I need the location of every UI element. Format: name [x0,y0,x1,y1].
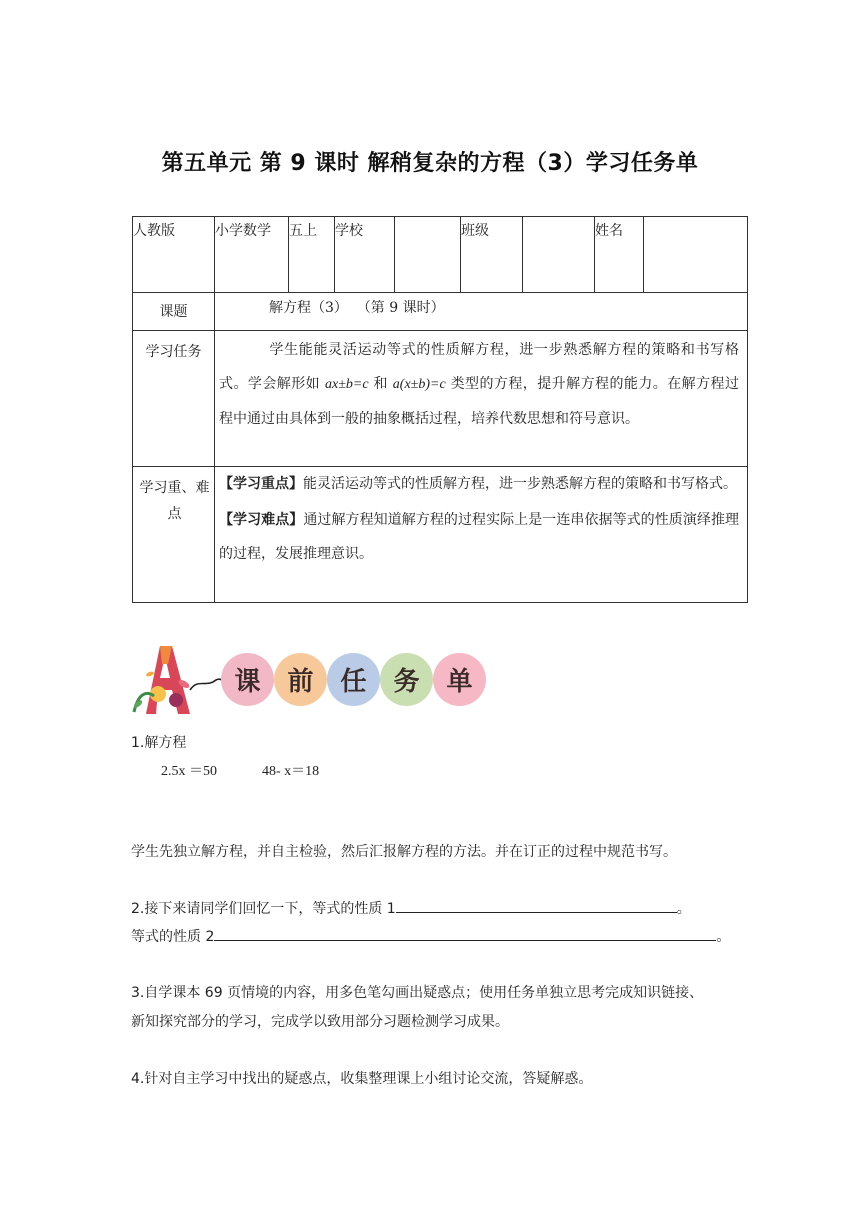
equation-1: 2.5x ＝50 [161,764,217,779]
page-title: 第五单元 第 9 课时 解稍复杂的方程（3）学习任务单 [161,151,699,176]
table-row [133,293,748,331]
school-label-cell [335,217,395,293]
focus-content-cell [215,467,748,603]
difficult-point-tag: 【学习难点】 [219,512,304,528]
subject-cell [215,217,289,293]
name-label: 姓名 [595,223,623,239]
task-text: 类型的方程，提升解方程的能力。在解方程过程中通过由具体到一般的抽象概括过程，培养代数思想和符号意识。 [219,376,739,427]
task-label-cell [133,331,215,467]
topic-label-cell [133,293,215,331]
q3-line-1: 3.自学课本 69 页情境的内容，用多色笔勾画出疑惑点；使用任务单独立思考完成知识链接、 [131,985,704,1001]
period: 。 [676,901,691,917]
edition-label: 人教版 [133,223,175,239]
q2-prompt-2: 等式的性质 2 [131,929,215,945]
topic-value: 解方程（3） （第 9 课时） [269,300,445,316]
answer-blank-1[interactable] [396,898,677,913]
banner-char-4: 务 [380,653,433,706]
key-point-tag: 【学习重点】 [219,476,303,492]
topic-label: 课题 [159,304,188,320]
task-paragraph [215,331,747,438]
equation-2: 48- x＝18 [262,764,320,779]
formula: ax±b=c [325,377,369,392]
school-field[interactable] [395,217,461,293]
info-table [132,216,748,603]
class-label-cell [461,217,523,293]
topic-value-cell [215,293,748,331]
banner-char-3: 任 [327,653,380,706]
q2-line-2 [131,926,730,947]
table-row [133,467,748,603]
banner-char-2: 前 [274,653,327,706]
key-point [215,467,747,503]
name-field[interactable] [644,217,748,293]
class-label: 班级 [461,223,489,239]
q4-line: 4.针对自主学习中找出的疑惑点，收集整理课上小组讨论交流，答疑解惑。 [131,1071,593,1087]
task-text: 和 [368,376,393,392]
key-point-text: 能灵活运动等式的性质解方程，进一步熟悉解方程的策略和书写格式。 [303,476,737,492]
q3-line-2: 新知探究部分的学习，完成学以致用部分习题检测学习成果。 [131,1014,509,1030]
edition-cell [133,217,215,293]
period: 。 [716,929,731,945]
banner-char-1: 课 [221,653,274,706]
name-label-cell [595,217,644,293]
class-field[interactable] [523,217,595,293]
grade-cell [289,217,335,293]
focus-label: 学习重、难点 [139,480,210,522]
task-text: 学生能能灵活运动等式的性质解方程，进一步熟悉解方程的策略和书写格式。学会解形如 [219,342,739,392]
q2-line-1 [131,898,691,919]
formula: a(x±b)=c [392,377,446,392]
banner-char-5: 单 [433,653,486,706]
task-content-cell [215,331,748,467]
q1-title: 1.解方程 [131,735,187,751]
method-note: 学生先独立解方程，并自主检验，然后汇报解方程的方法。并在订正的过程中规范书写。 [131,844,677,860]
difficult-point [215,503,747,573]
task-label: 学习任务 [145,344,202,360]
school-label: 学校 [335,223,363,239]
focus-label-cell [133,467,215,603]
q1-equations [161,762,319,782]
answer-blank-2[interactable] [214,926,716,941]
table-row [133,217,748,293]
subject-label: 小学数学 [215,223,271,239]
grade-label: 五上 [289,223,317,239]
difficult-point-text: 通过解方程知道解方程的过程实际上是一连串依据等式的性质演绎推理的过程，发展推理意识。 [219,512,740,562]
q2-prompt-1: 2.接下来请同学们回忆一下，等式的性质 1 [131,901,396,917]
table-row [133,331,748,467]
